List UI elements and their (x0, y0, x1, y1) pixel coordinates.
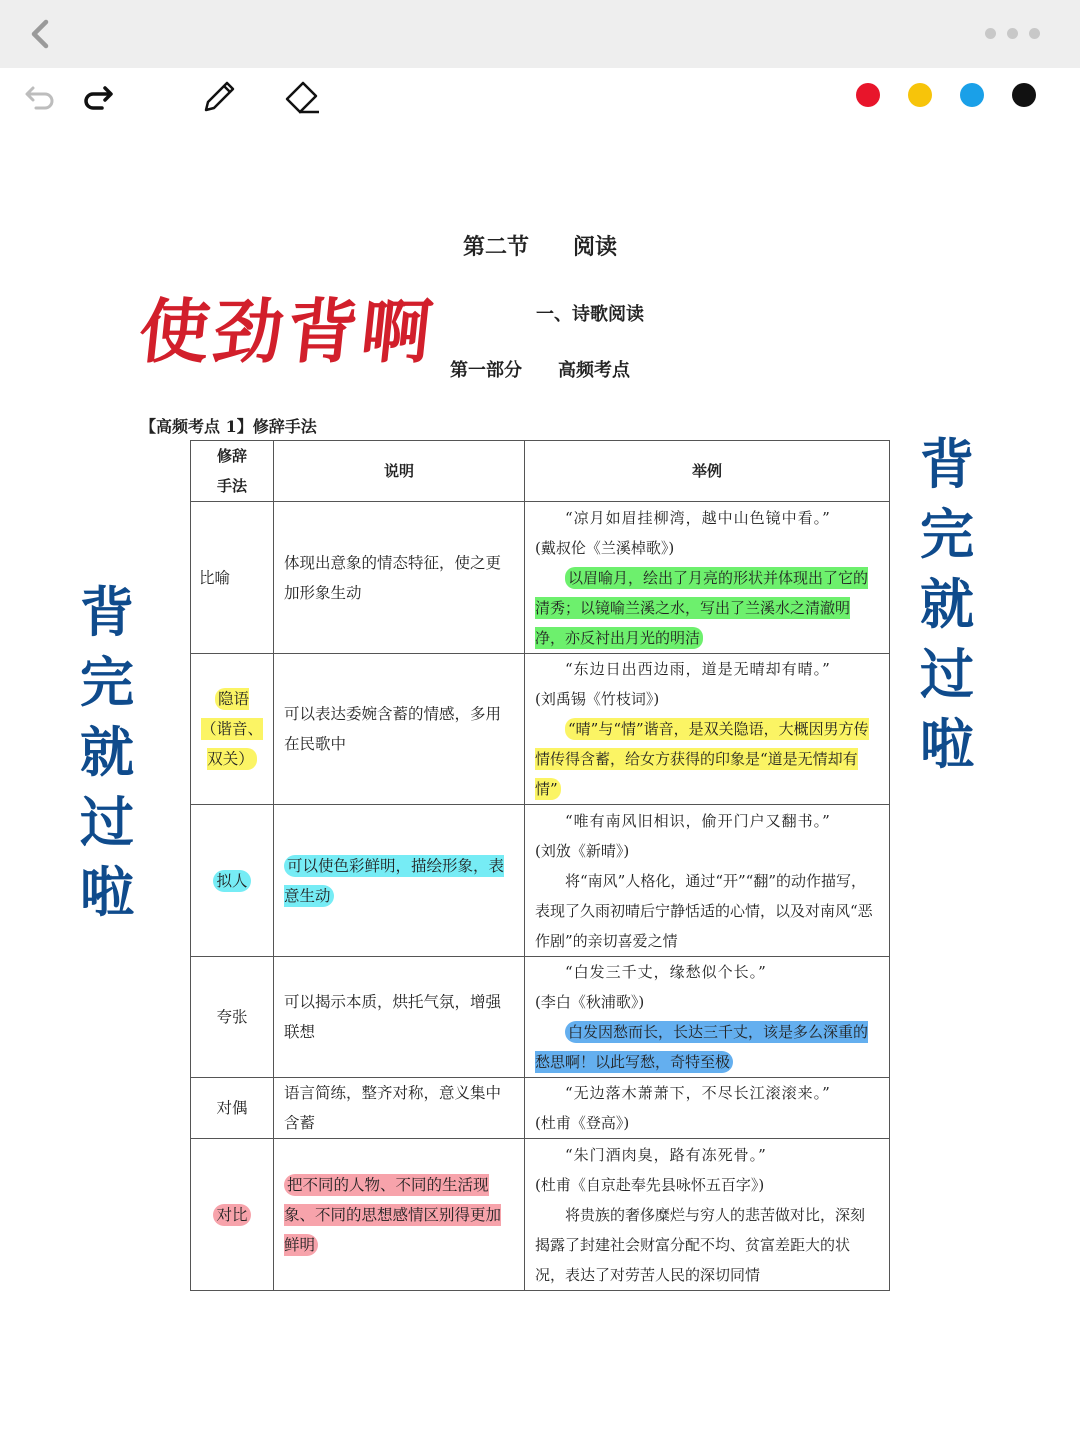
header-technique: 修辞 手法 (191, 441, 274, 502)
color-red-swatch[interactable] (856, 83, 880, 107)
handwritten-note-right: 背 完 就 过 啦 (920, 433, 974, 776)
row-description: 可以表达委婉含蓄的情感，多用在民歌中 (274, 654, 525, 805)
more-icon[interactable] (985, 28, 1040, 39)
row-technique: 对偶 (191, 1078, 274, 1139)
rhetoric-table (190, 440, 890, 1291)
row-example: “无边落木萧萧下，不尽长江滚滚来。” (杜甫《登高》) (525, 1078, 890, 1139)
table-header-row (191, 441, 890, 502)
row-technique: 对比 (191, 1139, 274, 1291)
color-black-swatch[interactable] (1012, 83, 1036, 107)
row-description: 可以使色彩鲜明，描绘形象，表意生动 (274, 805, 525, 957)
table-row (191, 654, 890, 805)
redo-icon[interactable] (76, 74, 120, 118)
row-description: 把不同的人物、不同的生活现象、不同的思想感情区别得更加鲜明 (274, 1139, 525, 1291)
color-blue-swatch[interactable] (960, 83, 984, 107)
color-yellow-swatch[interactable] (908, 83, 932, 107)
header-description: 说明 (274, 441, 525, 502)
row-description: 可以揭示本质，烘托气氛，增强联想 (274, 957, 525, 1078)
section-title: 第二节 阅读 (462, 234, 617, 260)
row-example: “朱门酒肉臭，路有冻死骨。” (杜甫《自京赴奉先县咏怀五百字》) 将贵族的奢侈糜烂与穷人的悲苦做对比，深刻揭露了封建社会财富分配不均、贫富差距大的状况，表达了对劳苦人民的深切同情 (525, 1139, 890, 1291)
row-description: 体现出意象的情态特征，使之更加形象生动 (274, 502, 525, 654)
pen-icon[interactable] (196, 74, 240, 118)
row-technique: 拟人 (191, 805, 274, 957)
app-top-bar (0, 0, 1080, 68)
row-example: “凉月如眉挂柳湾，越中山色镜中看。” (戴叔伦《兰溪棹歌》) 以眉喻月，绘出了月亮的形状并体现出了它的清秀；以镜喻兰溪之水，写出了兰溪水之清澈明净，亦反衬出月光的明洁 (525, 502, 890, 654)
row-technique: 夸张 (191, 957, 274, 1078)
row-technique: 比喻 (191, 502, 274, 654)
row-example: “唯有南风旧相识，偷开门户又翻书。” (刘攽《新晴》) 将“南风”人格化，通过“开”“翻”的动作描写，表现了久雨初晴后宁静恬适的心情，以及对南风“恶作剧”的亲切喜爱之情 (525, 805, 890, 957)
handwritten-note-left: 背 完 就 过 啦 (80, 581, 134, 924)
eraser-icon[interactable] (280, 74, 324, 118)
subtitle: 一、诗歌阅读 (536, 304, 644, 325)
table-row (191, 1078, 890, 1139)
header-example: 举例 (525, 441, 890, 502)
handwritten-note-red: 使劲背啊 (135, 291, 440, 373)
part-title: 第一部分 高频考点 (450, 360, 630, 381)
row-example: “东边日出西边雨，道是无晴却有晴。” (刘禹锡《竹枝词》) “晴”与“情”谐音，是双关隐语，大概因男方传情传得含蓄，给女方获得的印象是“道是无情却有情” (525, 654, 890, 805)
row-technique: 隐语（谐音、双关） (191, 654, 274, 805)
row-description: 语言简练，整齐对称，意义集中含蓄 (274, 1078, 525, 1139)
table-row (191, 805, 890, 957)
table-row (191, 957, 890, 1078)
table-caption: 【高频考点 1】修辞手法 (140, 417, 317, 436)
table-row (191, 502, 890, 654)
undo-icon[interactable] (18, 74, 62, 118)
table-row (191, 1139, 890, 1291)
row-example: “白发三千丈，缘愁似个长。” (李白《秋浦歌》) 白发因愁而长，长达三千丈，该是多么深重的愁思啊！以此写愁，奇特至极 (525, 957, 890, 1078)
back-icon[interactable] (22, 16, 58, 52)
